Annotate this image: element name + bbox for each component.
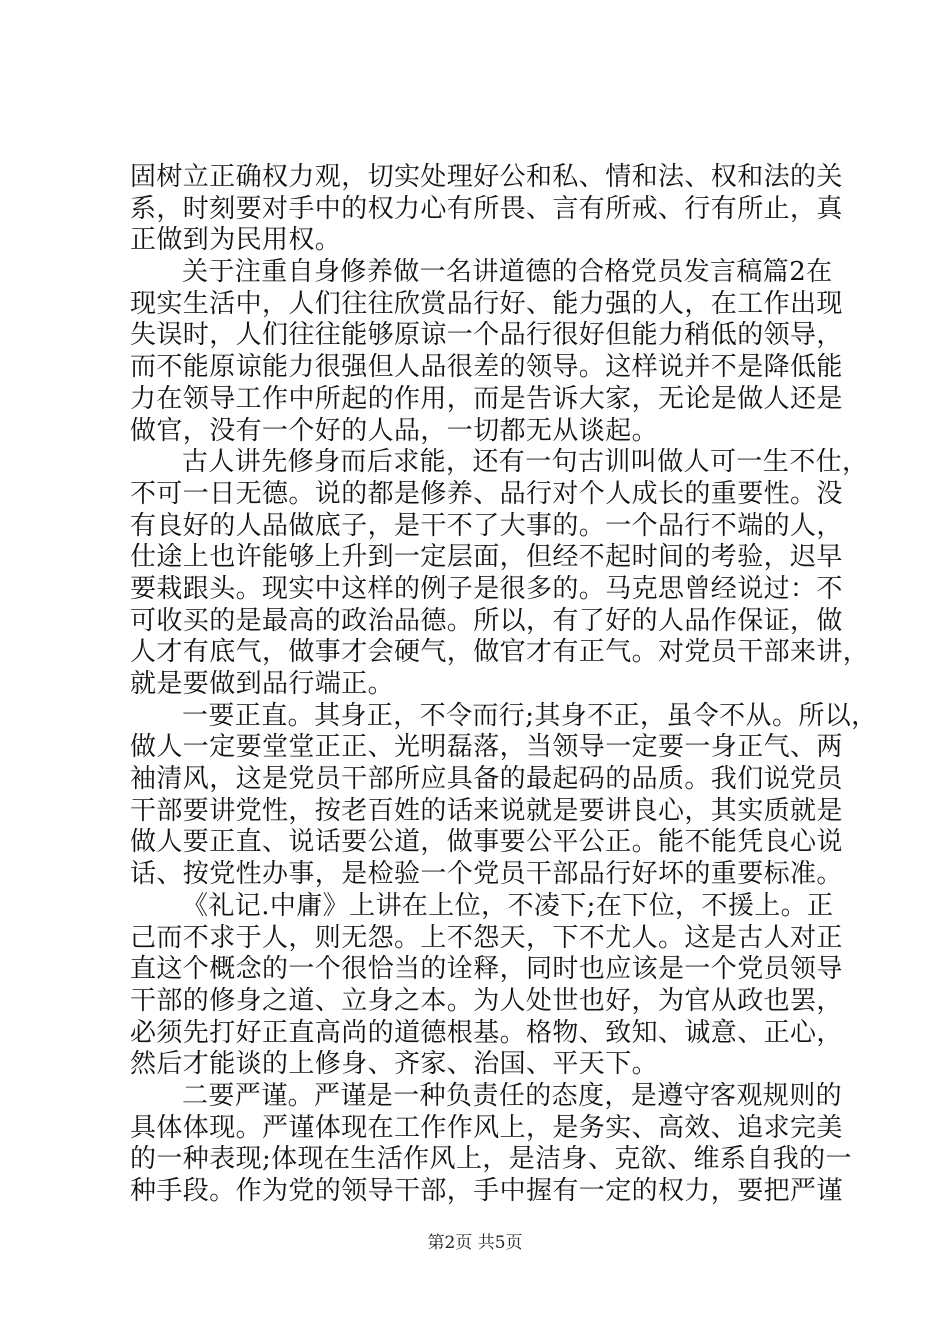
text-line: 的一种表现;体现在生活作风上，是洁身、克欲、维系自我的一 — [130, 1144, 852, 1175]
text-line: 而不能原谅能力很强但人品很差的领导。这样说并不是降低能 — [130, 352, 843, 383]
document-body — [130, 162, 878, 1208]
text-line: 话、按党性办事，是检验一个党员干部品行好坏的重要标准。 — [130, 859, 843, 890]
text-line: 干部要讲党性，按老百姓的话来说就是要讲良心，其实质就是 — [130, 795, 843, 826]
text-line: 袖清风，这是党员干部所应具备的最起码的品质。我们说党员 — [130, 764, 843, 795]
page-footer: 第2页 共5页 — [427, 1233, 523, 1253]
text-line: 干部的修身之道、立身之本。为人处世也好，为官从政也罢， — [130, 985, 843, 1016]
text-line: 不可一日无德。说的都是修养、品行对个人成长的重要性。没 — [130, 478, 843, 509]
text-line: 《礼记.中庸》上讲在上位，不凌下;在下位，不援上。正 — [182, 890, 834, 921]
text-line: 系，时刻要对手中的权力心有所畏、言有所戒、行有所止，真 — [130, 193, 843, 224]
text-line: 古人讲先修身而后求能，还有一句古训叫做人可一生不仕， — [182, 447, 869, 478]
text-line: 关于注重自身修养做一名讲道德的合格党员发言稿篇2在 — [182, 257, 833, 288]
text-line: 可收买的是最高的政治品德。所以，有了好的人品作保证，做 — [130, 605, 843, 636]
text-line: 己而不求于人，则无怨。上不怨天，下不尤人。这是古人对正 — [130, 922, 843, 953]
text-line: 现实生活中，人们往往欣赏品行好、能力强的人，在工作出现 — [130, 288, 843, 319]
text-line: 具体体现。严谨体现在工作作风上，是务实、高效、追求完美 — [130, 1112, 843, 1143]
text-line: 要栽跟头。现实中这样的例子是很多的。马克思曾经说过：不 — [130, 573, 843, 604]
text-line: 做人要正直、说话要公道，做事要公平公正。能不能凭良心说 — [130, 827, 843, 858]
text-line: 一要正直。其身正，不令而行;其身不正，虽令不从。所以， — [182, 700, 878, 731]
text-line: 必须先打好正直高尚的道德根基。格物、致知、诚意、正心， — [130, 1017, 843, 1048]
text-line: 然后才能谈的上修身、齐家、治国、平天下。 — [130, 1049, 659, 1080]
text-line: 有良好的人品做底子，是干不了大事的。一个品行不端的人， — [130, 510, 843, 541]
text-line: 仕途上也许能够上升到一定层面，但经不起时间的考验，迟早 — [130, 542, 843, 573]
text-line: 做人一定要堂堂正正、光明磊落，当领导一定要一身正气、两 — [130, 732, 843, 763]
text-line: 做官，没有一个好的人品，一切都无从谈起。 — [130, 415, 659, 446]
text-line: 力在领导工作中所起的作用，而是告诉大家，无论是做人还是 — [130, 383, 843, 414]
text-line: 人才有底气，做事才会硬气，做官才有正气。对党员干部来讲， — [130, 637, 870, 668]
text-line: 二要严谨。严谨是一种负责任的态度，是遵守客观规则的 — [182, 1080, 843, 1111]
text-line: 失误时，人们往往能够原谅一个品行很好但能力稍低的领导， — [130, 320, 843, 351]
text-line: 固树立正确权力观，切实处理好公和私、情和法、权和法的关 — [130, 162, 843, 192]
text-line: 直这个概念的一个很恰当的诠释，同时也应该是一个党员领导 — [130, 954, 843, 985]
text-line: 种手段。作为党的领导干部，手中握有一定的权力，要把严谨 — [130, 1176, 843, 1206]
text-line: 就是要做到品行端正。 — [130, 669, 395, 699]
text-line: 正做到为民用权。 — [130, 225, 342, 256]
